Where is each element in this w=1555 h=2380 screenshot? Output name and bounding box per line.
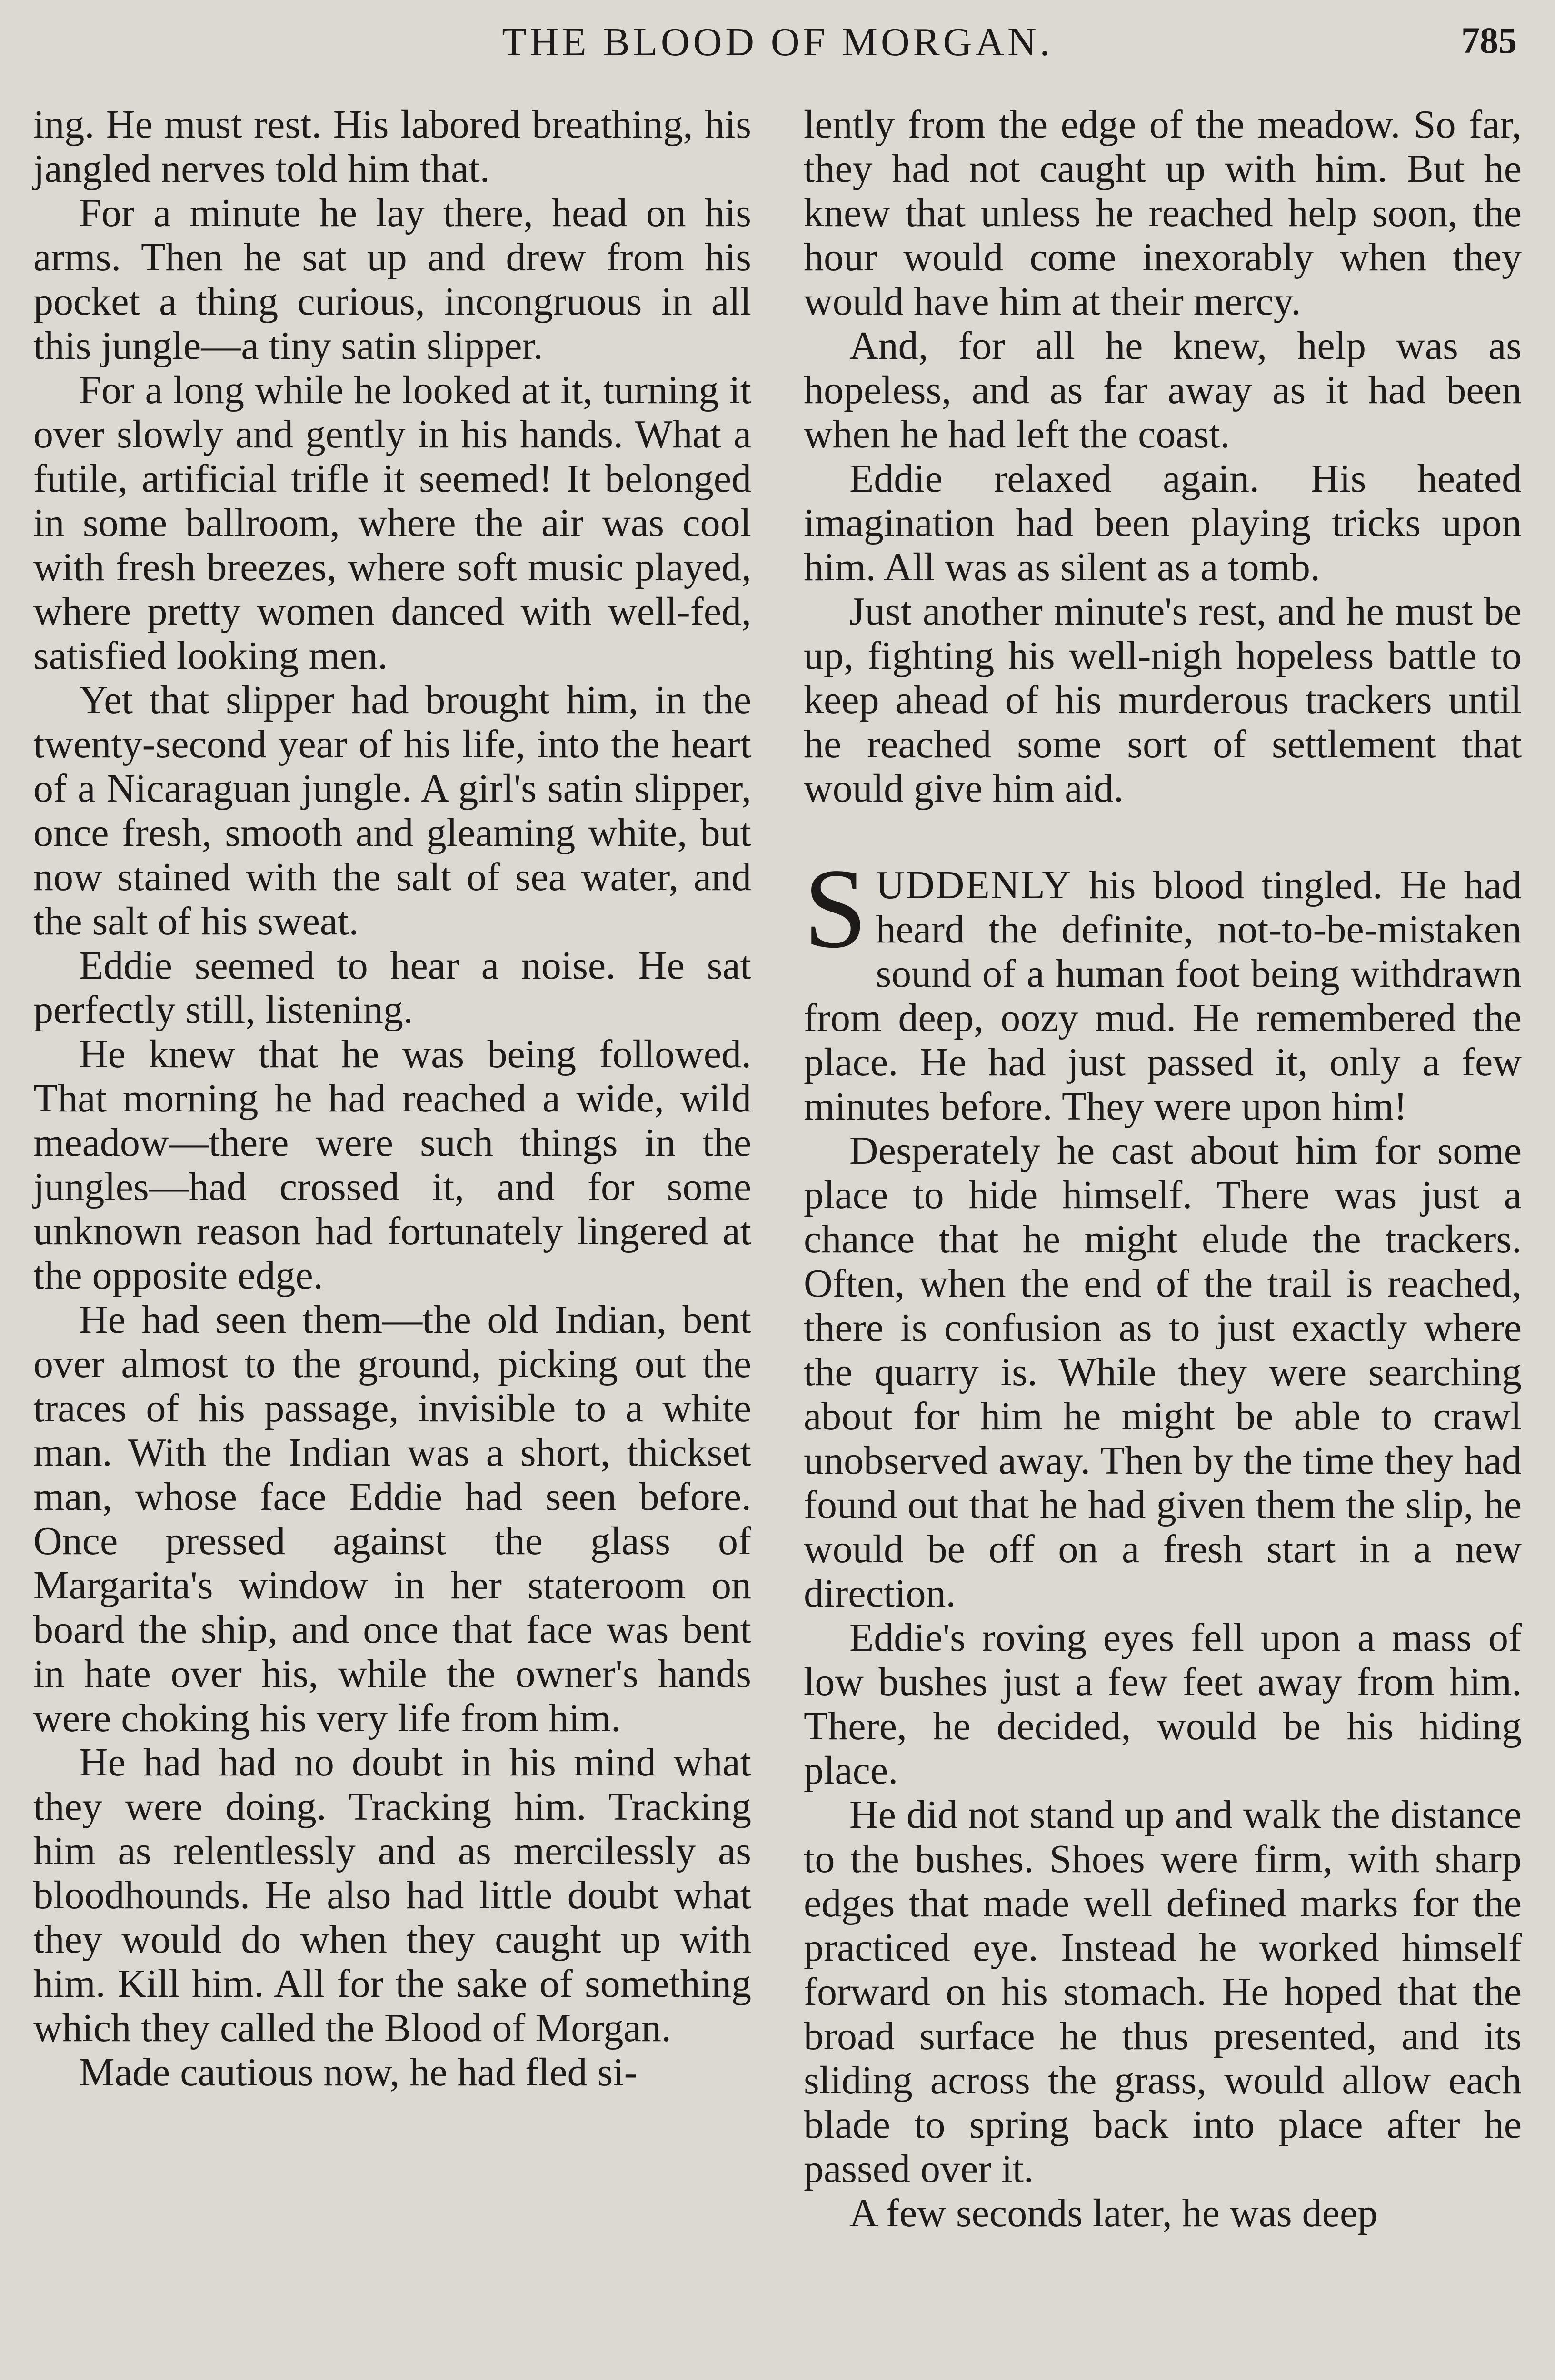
- paragraph: lently from the edge of the meadow. So far, they had not caught up with him. But he knew that unless he reached help soon, the hour would come inexorably when they would have him at their mercy.: [804, 102, 1522, 324]
- paragraph: He did not stand up and walk the distance to the bushes. Shoes were firm, with sharp edges that made well defined marks for the practiced eye. Instead he worked himself forward on his stomach. He hoped that the broad surface he thus presented, and its sliding across the grass, would allow each blade to spring back into place after he passed over it.: [804, 1793, 1522, 2191]
- running-title: THE BLOOD OF MORGAN.: [502, 20, 1053, 64]
- paragraph: ing. He must rest. His labored breathing, his jangled nerves told him that.: [33, 102, 751, 191]
- paragraph: Eddie seemed to hear a noise. He sat perfectly still, listening.: [33, 943, 751, 1032]
- paragraph: He had seen them—the old Indian, bent over almost to the ground, picking out the traces of his passage, invisible to a white man. With the Indian was a short, thickset man, whose face Eddie had seen before. Once pressed against the glass of Margarita's window in her stateroom on board the ship, and once that face was bent in hate over his, while the owner's hands were choking his very life from him.: [33, 1298, 751, 1740]
- paragraph: He had had no doubt in his mind what they were doing. Tracking him. Tracking him as relentlessly and as mercilessly as bloodhounds. He also had little doubt what they would do when they caught up with him. Kill him. All for the sake of something which they called the Blood of Morgan.: [33, 1740, 751, 2050]
- section-opening-paragraph: [804, 845, 1522, 1129]
- page-header: [33, 19, 1522, 76]
- paragraph: Desperately he cast about him for some place to hide himself. There was just a chance that he might elude the trackers. Often, when the end of the trail is reached, there is confusion as to just exactly where the quarry is. While they were searching about for him he might be able to crawl unobserved away. Then by the time they had found out that he had given them the slip, he would be off on a fresh start in a new direction.: [804, 1129, 1522, 1616]
- drop-cap: S: [804, 845, 867, 972]
- page-number: 785: [1461, 20, 1517, 61]
- paragraph: For a minute he lay there, head on his arms. Then he sat up and drew from his pocket a thing curious, incongruous in all this jungle—a tiny satin slipper.: [33, 191, 751, 368]
- paragraph: Just another minute's rest, and he must be up, fighting his well-nigh hopeless battle to keep ahead of his murderous trackers until he reached some sort of settlement that would give him aid.: [804, 589, 1522, 811]
- paragraph: Eddie's roving eyes fell upon a mass of low bushes just a few feet away from him. There, he decided, would be his hiding place.: [804, 1616, 1522, 1793]
- right-column: [804, 102, 1522, 2235]
- paragraph: He knew that he was being followed. That morning he had reached a wide, wild meadow—there were such things in the jungles—had crossed it, and for some unknown reason had fortunately lingered at the opposite edge.: [33, 1032, 751, 1298]
- section-opening-text: his blood tingled. He had heard the definite, not-to-be-mistaken sound of a human foot being withdrawn from deep, oozy mud. He remembered the place. He had just passed it, only a few minutes before. They were upon him!: [804, 863, 1522, 1129]
- paragraph: Eddie relaxed again. His heated imagination had been playing tricks upon him. All was as silent as a tomb.: [804, 456, 1522, 589]
- paragraph: For a long while he looked at it, turning it over slowly and gently in his hands. What a futile, artificial trifle it seemed! It belonged in some ballroom, where the air was cool with fresh breezes, where soft music played, where pretty women danced with well-fed, satisfied looking men.: [33, 368, 751, 678]
- section-first-word: UDDENLY: [876, 863, 1072, 907]
- paragraph: And, for all he knew, help was as hopeless, and as far away as it had been when he had left the coast.: [804, 324, 1522, 456]
- left-column: [33, 102, 751, 2235]
- text-columns: [33, 102, 1522, 2235]
- paragraph: Yet that slipper had brought him, in the twenty-second year of his life, into the heart of a Nicaraguan jungle. A girl's satin slipper, once fresh, smooth and gleaming white, but now stained with the salt of sea water, and the salt of his sweat.: [33, 678, 751, 943]
- paragraph: A few seconds later, he was deep: [849, 2191, 1378, 2235]
- paragraph: Made cautious now, he had fled si-: [79, 2050, 638, 2094]
